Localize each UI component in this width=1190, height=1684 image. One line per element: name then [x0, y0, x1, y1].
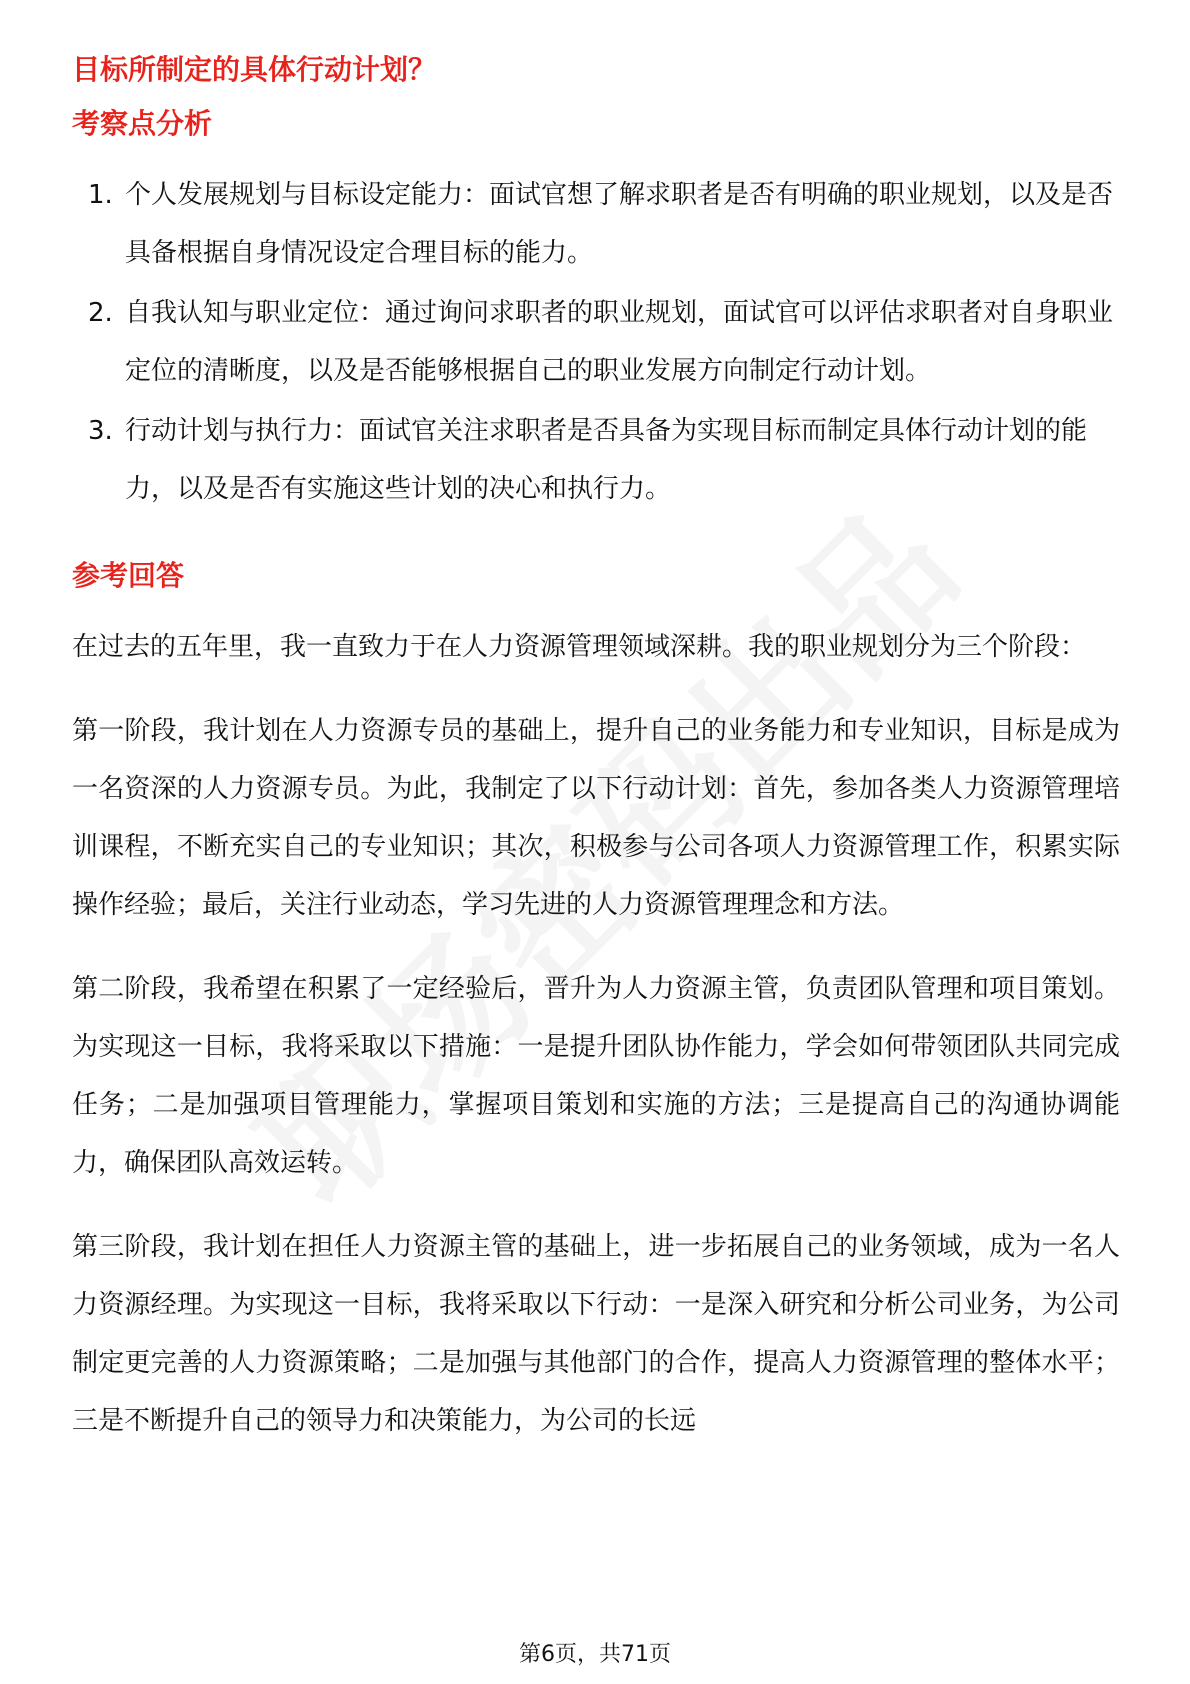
answer-title: 参考回答	[72, 559, 185, 592]
answer-paragraph-intro: 在过去的五年里，我一直致力于在人力资源管理领域深耕。我的职业规划分为三个阶段：	[72, 632, 1087, 662]
answer-paragraph-stage-1: 第一阶段，我计划在人力资源专员的基础上，提升自己的业务能力和专业知识，目标是成为一名资深的人力资源专员。为此，我制定了以下行动计划：首先，参加各类人力资源管理培训课程，不断充实自己的专业知识；其次，积极参与公司各项人力资源管理工作，积累实际操作经验；最后，关注行业动态，学习先进的人力资源管理理念和方法。	[72, 716, 1120, 920]
analysis-title: 考察点分析	[72, 107, 213, 140]
answer-paragraph-stage-3: 第三阶段，我计划在担任人力资源主管的基础上，进一步拓展自己的业务领域，成为一名人力资源经理。为实现这一目标，我将采取以下行动：一是深入研究和分析公司业务，为公司制定更完善的人力资源策略；二是加强与其他部门的合作，提高人力资源管理的整体水平；三是不断提升自己的领导力和决策能力，为公司的长远	[72, 1232, 1120, 1436]
analysis-point-1	[72, 166, 1120, 282]
analysis-point-list	[72, 166, 1120, 518]
page-number-footer: 第6页，共71页	[519, 1642, 671, 1667]
analysis-point-3	[72, 402, 1120, 518]
analysis-point-number: 1.	[88, 180, 113, 210]
analysis-point-text: 自我认知与职业定位：通过询问求职者的职业规划，面试官可以评估求职者对自身职业定位的清晰度，以及是否能够根据自己的职业发展方向制定行动计划。	[125, 298, 1114, 386]
analysis-point-number: 2.	[88, 298, 113, 328]
question-title: 目标所制定的具体行动计划？	[72, 53, 437, 86]
page-content	[72, 40, 1120, 1450]
answer-paragraph-stage-2: 第二阶段，我希望在积累了一定经验后，晋升为人力资源主管，负责团队管理和项目策划。为实现这一目标，我将采取以下措施：一是提升团队协作能力，学会如何带领团队共同完成任务；二是加强项目管理能力，掌握项目策划和实施的方法；三是提高自己的沟通协调能力，确保团队高效运转。	[72, 974, 1120, 1178]
analysis-point-number: 3.	[88, 416, 113, 446]
analysis-point-text: 个人发展规划与目标设定能力：面试官想了解求职者是否有明确的职业规划，以及是否具备根据自身情况设定合理目标的能力。	[125, 180, 1114, 268]
analysis-point-2	[72, 284, 1120, 400]
analysis-point-text: 行动计划与执行力：面试官关注求职者是否具备为实现目标而制定具体行动计划的能力，以及是否有实施这些计划的决心和执行力。	[125, 416, 1088, 504]
